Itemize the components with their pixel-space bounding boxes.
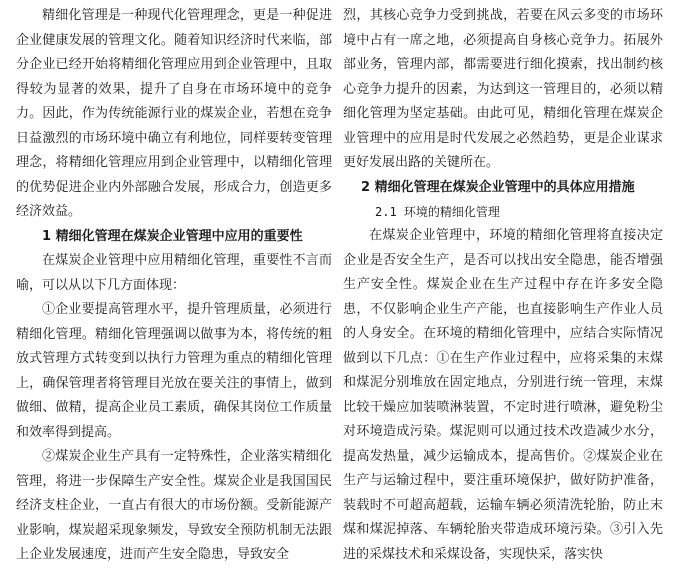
continued-paragraph: 烈，其核心竞争力受到挑战，若要在风云多变的市场环境中占有一席之地，必须提高自身核心竞争力。拓展外部业务，管理内部，都需要进行细化摸索，找出制约核心竞争力提升的因素，为达到这一管理目的，必须以精细化管理为坚定基础。由此可见，精细化管理在煤炭企业管理中的应用是时代发展之必然趋势，更是企业谋求更好发展出路的关键所在。 [343,8,663,170]
right-column [343,0,663,567]
left-column [16,0,332,568]
subsection-heading-2-1: 2.1 环境的精细化管理 [375,205,500,219]
importance-point-2: ②煤炭企业生产具有一定特殊性，企业落实精细化管理，将进一步保障生产安全性。煤炭企业是我国国民经济支柱企业，一直占有很大的市场份额。受新能源产业影响，煤炭超采现象频发，导致安全预防机制无法跟上企业发展速度，进而产生安全隐患，导致安全 [16,449,332,562]
section-heading-1: 1 精细化管理在煤炭企业管理中应用的重要性 [42,228,303,244]
environment-management-paragraph: 在煤炭企业管理中，环境的精细化管理将直接决定企业是否安全生产，是否可以找出安全隐患，能否增强生产安全性。煤炭企业在生产过程中存在许多安全隐患，不仅影响企业生产产能，也直接影响生产作业人员的人身安全。在环境的精细化管理中，应结合实际情况做到以下几点：①在生产作业过程中，应将采集的末煤和煤泥分别堆放在固定地点，分别进行统一管理，末煤比较干燥应加装喷淋装置，不定时进行喷淋，避免粉尘对环境造成污染。煤泥则可以通过技术改造减少水分，提高发热量，减少运输成本，提高售价。②煤炭企业在生产与运输过程中，要注重环境保护，做好防护准备，装载时不可超高超载，运输车辆必须清洗轮胎，防止末煤和煤泥掉落、车辆轮胎夹带造成环境污染。③引入先进的采煤技术和采煤设备，实现快采，落实快 [343,228,663,562]
importance-point-1: ①企业要提高管理水平，提升管理质量，必须进行精细化管理。精细化管理强调以做事为本，将传统的粗放式管理方式转变到以执行力管理为重点的精细化管理上，确保管理者将管理目光放在要关注的事情上，做到做细、做精，提高企业员工素质，确保其岗位工作质量和效率得到提高。 [16,302,332,440]
importance-intro-paragraph: 在煤炭企业管理中应用精细化管理，重要性不言而喻，可以从以下几方面体现： [16,253,332,293]
section-heading-2: 2 精细化管理在煤炭企业管理中的具体应用措施 [361,179,635,195]
intro-paragraph: 精细化管理是一种现代化管理理念，更是一种促进企业健康发展的管理文化。随着知识经济时代来临，部分企业已经开始将精细化管理应用到企业管理中，且取得较为显著的效果，提升了自身在市场环境中的竞争力。因此，作为传统能源行业的煤炭企业，若想在竞争日益激烈的市场环境中确立有利地位，同样要转变管理理念，将精细化管理应用到企业管理中，以精细化管理的优势促进企业内外部融合发展，形成合力，创造更多经济效益。 [16,8,332,219]
